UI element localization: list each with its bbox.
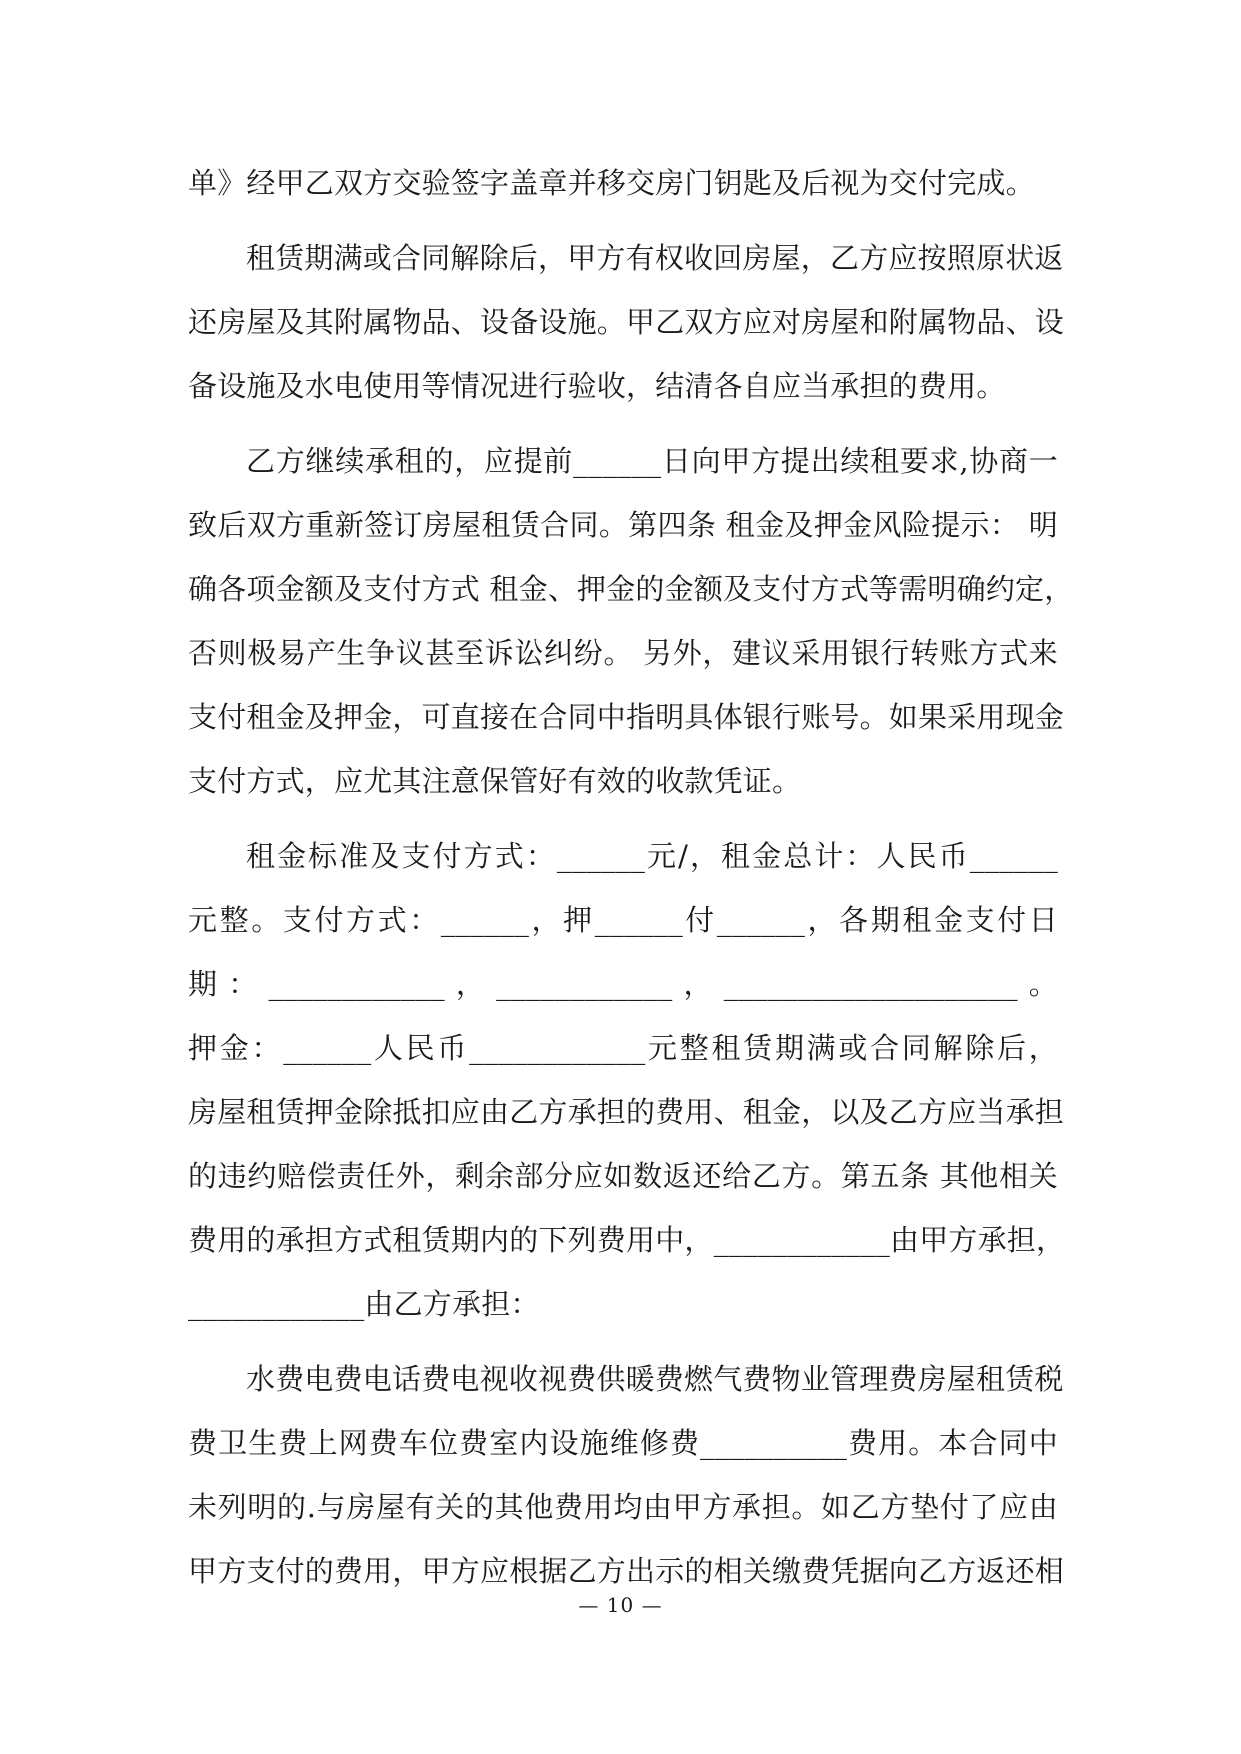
text-line: 确各项金额及支付方式 租金、押金的金额及支付方式等需明确约定， bbox=[188, 572, 1074, 606]
text-line: 押金：______人民币____________元整租赁期满或合同解除后， bbox=[188, 1031, 1058, 1065]
text-line: 未列明的.与房屋有关的其他费用均由甲方承担。如乙方垫付了应由 bbox=[188, 1490, 1058, 1524]
text-line: 支付租金及押金，可直接在合同中指明具体银行账号。如果采用现金 bbox=[188, 700, 1065, 734]
text-line: 单》经甲乙双方交验签字盖章并移交房门钥匙及后视为交付完成。 bbox=[188, 166, 1035, 200]
text-line: 房屋租赁押金除抵扣应由乙方承担的费用、租金，以及乙方应当承担 bbox=[188, 1095, 1065, 1129]
page-number: — 10 — bbox=[578, 1593, 663, 1617]
text-line: 致后双方重新签订房屋租赁合同。第四条 租金及押金风险提示： 明 bbox=[188, 508, 1058, 542]
text-line: 租赁期满或合同解除后，甲方有权收回房屋，乙方应按照原状返 bbox=[246, 241, 1064, 275]
text-line: 支付方式，应尤其注意保管好有效的收款凭证。 bbox=[188, 764, 802, 798]
text-line: 费用的承担方式租赁期内的下列费用中，____________由甲方承担， bbox=[188, 1223, 1066, 1257]
text-line: 甲方支付的费用，甲方应根据乙方出示的相关缴费凭据向乙方返还相 bbox=[188, 1554, 1065, 1588]
text-line: ____________由乙方承担： bbox=[188, 1287, 540, 1321]
text-line: 租金标准及支付方式：______元/，租金总计：人民币______ bbox=[246, 839, 1058, 873]
text-line: 否则极易产生争议甚至诉讼纠纷。 另外，建议采用银行转账方式来 bbox=[188, 636, 1058, 670]
text-line: 元整。支付方式：______，押______付______，各期租金支付日 bbox=[188, 903, 1058, 937]
text-line: 水费电费电话费电视收视费供暖费燃气费物业管理费房屋租赁税 bbox=[246, 1362, 1064, 1396]
text-line: 乙方继续承租的，应提前______日向甲方提出续租要求,协商一 bbox=[246, 444, 1058, 478]
text-line: 的违约赔偿责任外，剩余部分应如数返还给乙方。第五条 其他相关 bbox=[188, 1159, 1058, 1193]
document-body bbox=[188, 151, 1074, 1603]
text-line: 备设施及水电使用等情况进行验收，结清各自应当承担的费用。 bbox=[188, 369, 1006, 403]
text-line: 费卫生费上网费车位费室内设施维修费__________费用。本合同中 bbox=[188, 1426, 1058, 1460]
text-line: 期：____________，____________，____________________。 bbox=[188, 967, 1058, 1001]
text-line: 还房屋及其附属物品、设备设施。甲乙双方应对房屋和附属物品、设 bbox=[188, 305, 1065, 339]
